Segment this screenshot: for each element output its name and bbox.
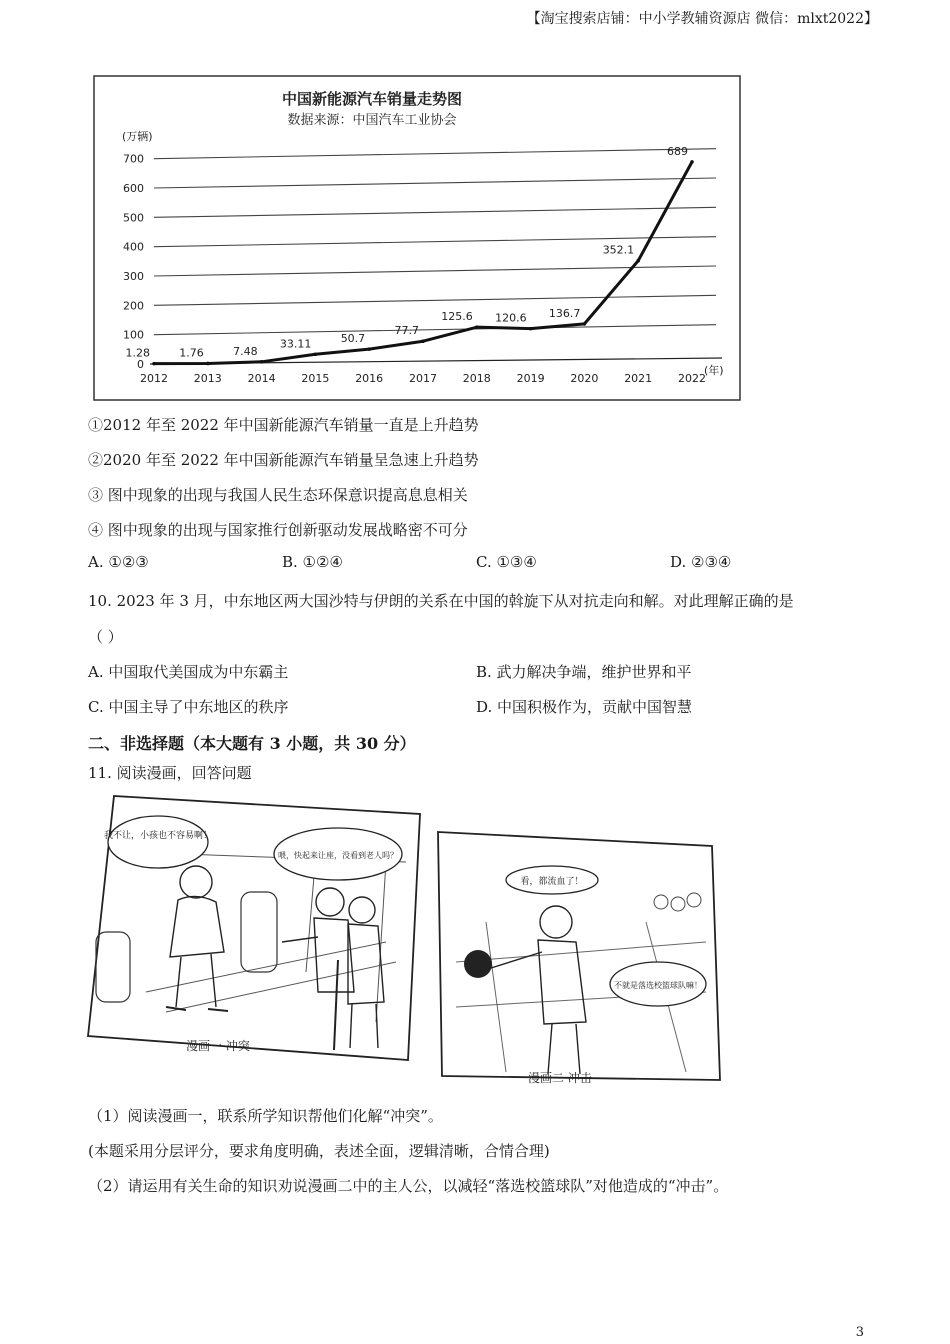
data-label: 1.76 xyxy=(179,346,204,360)
x-tick-label: 2019 xyxy=(516,372,545,385)
x-axis-label: (年) xyxy=(704,364,724,377)
data-label: 77.7 xyxy=(394,324,419,338)
y-tick-label: 200 xyxy=(123,299,144,313)
page-header: 【淘宝搜索店铺：中小学教辅资源店 微信：mlxt2022】 xyxy=(526,11,878,27)
chart-title: 中国新能源汽车销量走势图 xyxy=(281,90,463,108)
comic1-bubble1: 我不让，小孩也不容易啊！ xyxy=(103,831,213,841)
data-point xyxy=(206,362,210,366)
data-point xyxy=(475,325,479,329)
x-tick-label: 2014 xyxy=(247,372,276,385)
q9-statement-4: ④ 图中现象的出现与国家推行创新驱动发展战略密不可分 xyxy=(88,521,468,539)
comic2-bubble1: 看，都流血了！ xyxy=(520,877,584,887)
gridline xyxy=(154,178,716,188)
y-tick-label: 600 xyxy=(123,182,144,195)
data-point xyxy=(583,322,587,326)
comic-2 xyxy=(438,832,720,1085)
data-label: 352.1 xyxy=(602,243,635,257)
data-point xyxy=(636,259,640,263)
q10-option-c: C. 中国主导了中东地区的秩序 xyxy=(88,698,289,716)
x-tick-label: 2017 xyxy=(409,372,437,385)
q11-sub1: （1）阅读漫画一，联系所学知识帮他们化解“冲突”。 xyxy=(88,1107,443,1125)
gridline xyxy=(154,149,716,159)
q9-statement-3: ③ 图中现象的出现与我国人民生态环保意识提高息息相关 xyxy=(88,486,468,504)
q9-option-d: D. ②③④ xyxy=(670,553,732,571)
data-point xyxy=(152,362,156,366)
gridline xyxy=(154,324,716,338)
x-tick-label: 2012 xyxy=(140,372,168,385)
x-tick-label: 2021 xyxy=(624,372,653,385)
y-tick-label: 500 xyxy=(123,211,144,225)
comic1-bubble2: 喂，快起来让座，没看到老人吗？ xyxy=(278,851,398,860)
q10-option-b: B. 武力解决争端，维护世界和平 xyxy=(476,663,692,681)
comics-figure xyxy=(86,792,726,1092)
sales-chart-svg xyxy=(92,74,742,402)
data-label: 125.6 xyxy=(441,310,473,324)
data-point xyxy=(260,360,264,364)
data-point xyxy=(314,352,318,356)
q9-option-a: A. ①②③ xyxy=(88,553,149,571)
q11-stem: 11. 阅读漫画，回答问题 xyxy=(88,764,252,782)
data-label: 136.7 xyxy=(548,306,581,320)
data-label: 33.11 xyxy=(279,337,312,351)
data-label: 1.28 xyxy=(125,346,150,360)
sales-chart xyxy=(92,74,742,402)
x-tick-label: 2013 xyxy=(193,372,222,385)
y-axis-label: (万辆) xyxy=(122,130,153,143)
q9-option-b: B. ①②④ xyxy=(282,553,343,571)
x-tick-label: 2020 xyxy=(570,372,599,385)
comics-svg xyxy=(86,792,726,1092)
y-tick-label: 300 xyxy=(123,270,144,283)
q10-option-d: D. 中国积极作为，贡献中国智慧 xyxy=(476,698,693,716)
q11-sub2: （2）请运用有关生命的知识劝说漫画二中的主人公，以减轻“落选校篮球队”对他造成的“冲击”。 xyxy=(88,1177,729,1195)
x-tick-label: 2018 xyxy=(462,372,491,385)
y-tick-label: 100 xyxy=(123,328,144,342)
q9-option-c: C. ①③④ xyxy=(476,553,537,571)
section-2-title: 二、非选择题（本大题有 3 小题，共 30 分） xyxy=(88,734,416,753)
x-tick-label: 2015 xyxy=(301,372,330,385)
q9-statement-2: ②2020 年至 2022 年中国新能源汽车销量呈急速上升趋势 xyxy=(88,451,479,469)
chart-subtitle: 数据来源：中国汽车工业协会 xyxy=(287,113,457,128)
data-label: 50.7 xyxy=(340,332,366,346)
q9-statement-1: ①2012 年至 2022 年中国新能源汽车销量一直是上升趋势 xyxy=(88,416,479,434)
data-point xyxy=(421,339,425,343)
x-tick-label: 2016 xyxy=(355,372,384,385)
comic2-bubble2: 不就是落选校篮球队嘛！ xyxy=(614,981,702,990)
q11-note: (本题采用分层评分，要求角度明确，表述全面，逻辑清晰，合情合理) xyxy=(88,1142,550,1160)
comic1-caption: 漫画一 冲突 xyxy=(186,1039,250,1053)
data-label: 7.48 xyxy=(233,344,258,358)
q10-stem: 10. 2023 年 3 月，中东地区两大国沙特与伊朗的关系在中国的斡旋下从对抗走向和解。对此理解正确的是 xyxy=(88,592,794,610)
page-number: 3 xyxy=(855,1325,864,1340)
y-tick-label: 0 xyxy=(137,358,144,371)
x-tick-label: 2022 xyxy=(678,372,706,385)
y-tick-label: 700 xyxy=(123,152,144,166)
comic-1 xyxy=(88,796,420,1060)
data-point xyxy=(367,347,371,351)
comic2-caption: 漫画二 冲击 xyxy=(528,1071,592,1085)
y-tick-label: 400 xyxy=(123,240,144,254)
data-label: 689 xyxy=(667,144,688,158)
data-point xyxy=(690,160,694,164)
gridline xyxy=(154,207,716,217)
gridline xyxy=(154,295,716,305)
q10-option-a: A. 中国取代美国成为中东霸主 xyxy=(88,663,289,681)
impact-mark xyxy=(464,950,492,978)
data-label: 120.6 xyxy=(495,311,527,325)
q10-paren: （ ） xyxy=(88,628,123,646)
data-point xyxy=(529,327,533,331)
